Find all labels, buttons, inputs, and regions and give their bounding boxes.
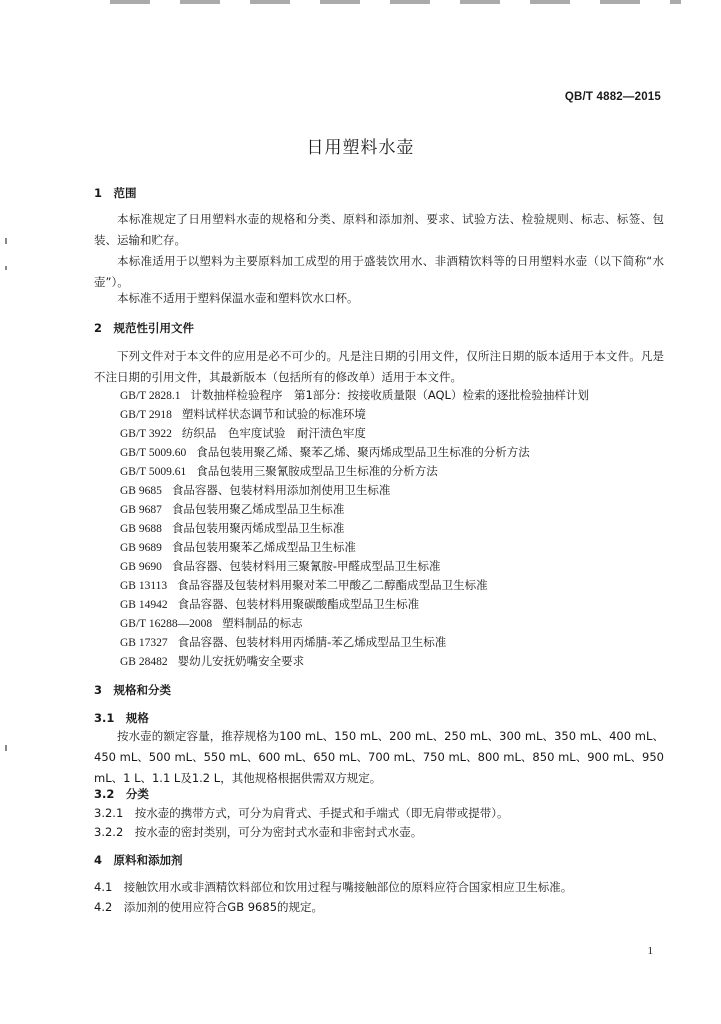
section-4-1: 4.1 接触饮用水或非酒精饮料部位和饮用过程与嘴接触部位的原料应符合国家相应卫生标准。 (94, 880, 573, 894)
reference-item (120, 559, 441, 574)
reference-title: 计数抽样检验程序 第1部分：按接收质量限（AQL）检索的逐批检验抽样计划 (190, 388, 589, 402)
reference-title: 食品容器、包装材料用三聚氰胺-甲醛成型品卫生标准 (171, 559, 441, 573)
reference-title: 食品包装用聚丙烯成型品卫生标准 (171, 521, 345, 535)
reference-item (120, 540, 356, 555)
reference-item (120, 521, 344, 536)
reference-code: GB/T 5009.60 (120, 447, 187, 459)
reference-item (120, 654, 304, 669)
reference-title: 婴幼儿安抚奶嘴安全要求 (177, 654, 305, 668)
reference-item (120, 388, 589, 403)
reference-title: 食品容器、包装材料用聚碳酸酯成型品卫生标准 (177, 597, 420, 611)
reference-code: GB 14942 (120, 599, 168, 611)
reference-title: 食品容器、包装材料用添加剂使用卫生标准 (171, 483, 391, 497)
section-1-heading: 1 范围 (94, 186, 137, 200)
section-1-paragraph-3: 本标准不适用于塑料保温水壶和塑料饮水口杯。 (117, 291, 359, 305)
reference-item (120, 407, 366, 422)
reference-item (120, 616, 303, 631)
reference-title: 塑料试样状态调节和试验的标准环境 (181, 407, 366, 421)
reference-title: 食品包装用聚乙烯、聚苯乙烯、聚丙烯成型品卫生标准的分析方法 (196, 445, 530, 459)
page-number: 1 (647, 945, 653, 957)
section-3-1-heading: 3.1 规格 (94, 711, 149, 725)
scan-speck (5, 745, 7, 751)
reference-item (120, 483, 390, 498)
reference-title: 食品包装用三聚氰胺成型品卫生标准的分析方法 (196, 464, 438, 478)
section-4-2: 4.2 添加剂的使用应符合GB 9685的规定。 (94, 900, 324, 914)
reference-code: GB 17327 (120, 637, 168, 649)
reference-code: GB/T 2828.1 (120, 390, 181, 402)
reference-code: GB 28482 (120, 656, 168, 668)
section-3-2-heading: 3.2 分类 (94, 787, 149, 801)
reference-code: GB/T 3922 (120, 428, 172, 440)
reference-code: GB/T 2918 (120, 409, 172, 421)
scan-speck (5, 266, 7, 270)
reference-title: 食品容器、包装材料用丙烯腈-苯乙烯成型品卫生标准 (177, 635, 447, 649)
scan-header-artifact (110, 0, 681, 4)
reference-code: GB 13113 (120, 580, 168, 592)
section-1-paragraph-1: 本标准规定了日用塑料水壶的规格和分类、原料和添加剂、要求、试验方法、检验规则、标志、标签、包装、运输和贮存。 (94, 212, 664, 247)
reference-item (120, 578, 488, 593)
reference-item (120, 426, 366, 441)
reference-title: 食品包装用聚苯乙烯成型品卫生标准 (171, 540, 356, 554)
reference-item (120, 635, 446, 650)
reference-code: GB 9689 (120, 542, 162, 554)
standard-number: QB/T 4882—2015 (564, 91, 661, 103)
scan-speck (5, 238, 7, 244)
reference-code: GB 9685 (120, 485, 162, 497)
reference-code: GB/T 16288—2008 (120, 618, 213, 630)
section-3-1-text: 按水壶的额定容量，推荐规格为100 mL、150 mL、200 mL、250 mL、300 mL、350 mL、400 mL、450 mL、500 mL、550 mL、600 mL、650 mL、700 mL、750 mL、800 mL、850 mL、900 mL、950 mL、1 L、1.1 L及1.2 L，其他规格根据供需双方规定。 (94, 729, 664, 785)
reference-item (120, 445, 530, 460)
section-3-2-2: 3.2.2 按水壶的密封类别，可分为密封式水壶和非密封式水壶。 (94, 825, 423, 839)
section-2-heading: 2 规范性引用文件 (94, 321, 195, 335)
section-1-paragraph-2: 本标准适用于以塑料为主要原料加工成型的用于盛装饮用水、非酒精饮料等的日用塑料水壶（以下简称“水壶”）。 (94, 254, 664, 289)
section-3-2-1: 3.2.1 按水壶的携带方式，可分为肩背式、手提式和手端式（即无肩带或提带）。 (94, 806, 509, 820)
reference-code: GB 9690 (120, 561, 162, 573)
reference-title: 食品包装用聚乙烯成型品卫生标准 (171, 502, 345, 516)
reference-title: 食品容器及包装材料用聚对苯二甲酸乙二醇酯成型品卫生标准 (177, 578, 488, 592)
reference-title: 塑料制品的标志 (222, 616, 303, 630)
reference-code: GB 9688 (120, 523, 162, 535)
reference-item (120, 502, 344, 517)
section-4-heading: 4 原料和添加剂 (94, 853, 183, 867)
reference-title: 纺织品 色牢度试验 耐汗渍色牢度 (181, 426, 366, 440)
section-2-intro: 下列文件对于本文件的应用是必不可少的。凡是注日期的引用文件，仅所注日期的版本适用于本文件。凡是不注日期的引用文件，其最新版本（包括所有的修改单）适用于本文件。 (94, 349, 664, 384)
reference-item (120, 597, 419, 612)
reference-code: GB 9687 (120, 504, 162, 516)
reference-item (120, 464, 438, 479)
document-title: 日用塑料水壶 (306, 138, 415, 158)
section-3-heading: 3 规格和分类 (94, 683, 172, 697)
reference-code: GB/T 5009.61 (120, 466, 187, 478)
